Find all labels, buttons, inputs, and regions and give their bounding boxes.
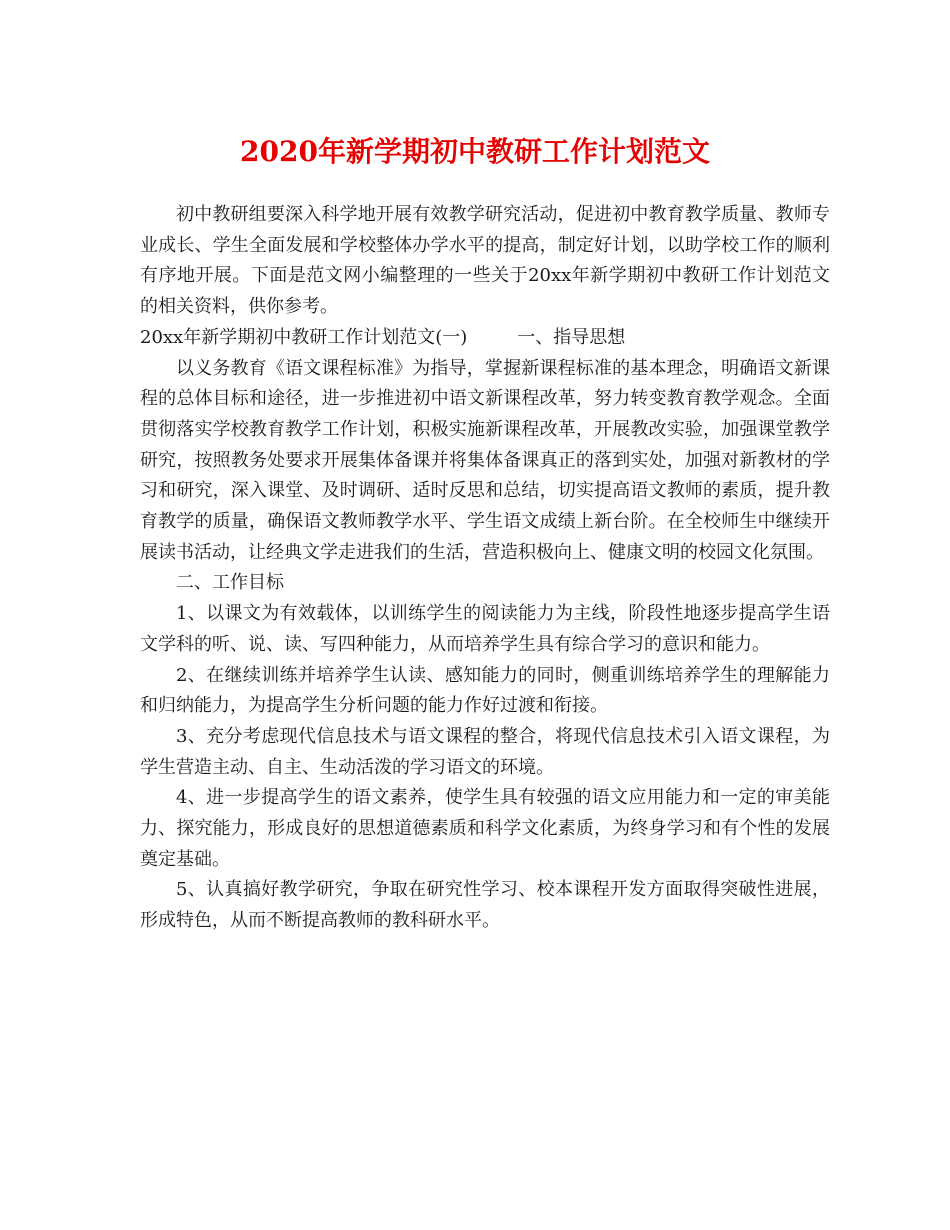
document-title: 2020年新学期初中教研工作计划范文 — [240, 135, 710, 168]
goal-item-1: 1、以课文为有效载体，以训练学生的阅读能力为主线，阶段性地逐步提高学生语文学科的听、说、读、写四种能力，从而培养学生具有综合学习的意识和能力。 — [140, 603, 830, 655]
guiding-ideology-paragraph: 以义务教育《语文课程标准》为指导，掌握新课程标准的基本理念，明确语文新课程的总体目标和途径，进一步推进初中语文新课程改革，努力转变教育教学观念。全面贯彻落实学校教育教学工作计划，积极实施新课程改革，开展教改实验，加强课堂教学研究，按照教务处要求开展集体备课并将集体备课真正的落到实处，加强对新教材的学习和研究，深入课堂、及时调研、适时反思和总结，切实提高语文教师的素质，提升教育教学的质量，确保语文教师教学水平、学生语文成绩上新台阶。在全校师生中继续开展读书活动，让经典文学走进我们的生活，营造积极向上、健康文明的校园文化氛围。 — [140, 357, 830, 563]
document-body — [140, 200, 830, 937]
heading-work-goals: 二、工作目标 — [176, 572, 284, 594]
section-title: 20xx年新学期初中教研工作计划范文(一) — [140, 326, 468, 348]
intro-paragraph: 初中教研组要深入科学地开展有效教学研究活动，促进初中教育教学质量、教师专业成长、学生全面发展和学校整体办学水平的提高，制定好计划，以助学校工作的顺利有序地开展。下面是范文网小编整理的一些关于20xx年新学期初中教研工作计划范文的相关资料，供你参考。 — [140, 204, 830, 318]
section-heading-line — [140, 323, 830, 354]
goal-item-3: 3、充分考虑现代信息技术与语文课程的整合，将现代信息技术引入语文课程，为学生营造主动、自主、生动活泼的学习语文的环境。 — [140, 725, 830, 778]
goal-item-2: 2、在继续训练并培养学生认读、感知能力的同时，侧重训练培养学生的理解能力和归纳能力，为提高学生分析问题的能力作好过渡和衔接。 — [140, 664, 830, 717]
goal-item-5: 5、认真搞好教学研究，争取在研究性学习、校本课程开发方面取得突破性进展，形成特色，从而不断提高教师的教科研水平。 — [140, 879, 830, 932]
heading-guiding-ideology: 一、指导思想 — [517, 326, 626, 348]
goal-item-4: 4、进一步提高学生的语文素养，使学生具有较强的语文应用能力和一定的审美能力、探究能力，形成良好的思想道德素质和科学文化素质，为终身学习和有个性的发展奠定基础。 — [140, 787, 830, 870]
